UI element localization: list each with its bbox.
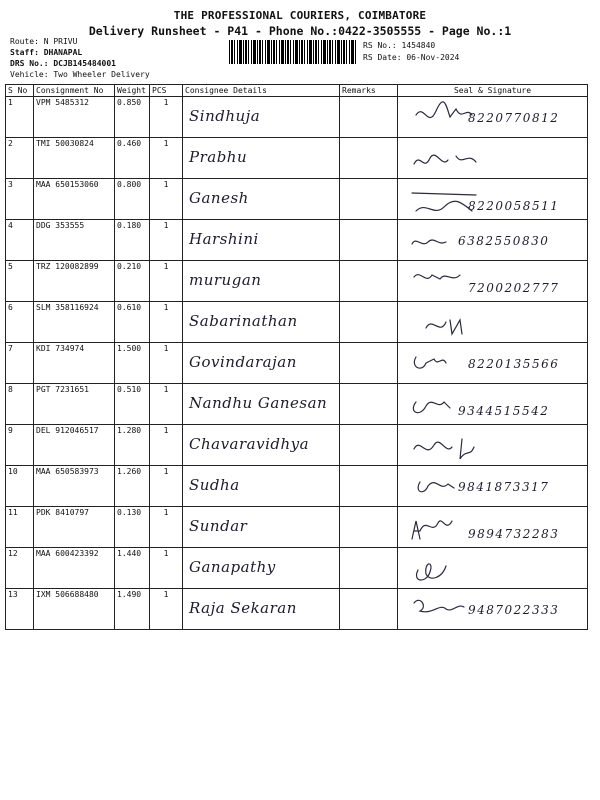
- table-row: [6, 548, 588, 589]
- handwritten-consignee-name: Raja Sekaran: [189, 599, 297, 617]
- rs-date: RS Date: 06-Nov-2024: [363, 53, 460, 62]
- cell-sno: 4: [6, 220, 34, 261]
- cell-weight: 0.210: [115, 261, 150, 302]
- cell-weight: 0.800: [115, 179, 150, 220]
- table-row: [6, 179, 588, 220]
- col-header-consignment: Consignment No: [34, 85, 115, 97]
- table-row: [6, 302, 588, 343]
- cell-pcs: 1: [150, 507, 183, 548]
- cell-weight: 0.460: [115, 138, 150, 179]
- cell-weight: 0.610: [115, 302, 150, 343]
- runsheet-table: [5, 84, 588, 630]
- handwritten-consignee-name: Govindarajan: [189, 353, 297, 371]
- handwritten-signature: [398, 548, 488, 588]
- cell-consignment-no: DDG 353555: [34, 220, 115, 261]
- handwritten-phone: 6382550830: [458, 234, 550, 248]
- cell-consignment-no: TMI 50030824: [34, 138, 115, 179]
- handwritten-consignee-name: Sabarinathan: [189, 312, 298, 330]
- cell-remarks: [340, 425, 398, 466]
- table-row: [6, 261, 588, 302]
- cell-remarks: [340, 302, 398, 343]
- cell-sno: 1: [6, 97, 34, 138]
- cell-consignment-no: SLM 358116924: [34, 302, 115, 343]
- cell-weight: 1.280: [115, 425, 150, 466]
- cell-consignee: [183, 220, 340, 261]
- cell-consignment-no: KDI 734974: [34, 343, 115, 384]
- cell-consignment-no: IXM 506688480: [34, 589, 115, 630]
- cell-signature: [398, 589, 588, 630]
- cell-pcs: 1: [150, 97, 183, 138]
- cell-weight: 1.500: [115, 343, 150, 384]
- cell-weight: 1.260: [115, 466, 150, 507]
- col-header-sno: S No: [6, 85, 34, 97]
- handwritten-consignee-name: Nandhu Ganesan: [189, 394, 328, 412]
- cell-consignee: [183, 507, 340, 548]
- cell-sno: 7: [6, 343, 34, 384]
- table-row: [6, 507, 588, 548]
- cell-sno: 13: [6, 589, 34, 630]
- cell-signature: [398, 261, 588, 302]
- cell-weight: 0.510: [115, 384, 150, 425]
- cell-pcs: 1: [150, 302, 183, 343]
- barcode: [229, 40, 357, 64]
- vehicle-label: Vehicle: Two Wheeler Delivery: [10, 70, 150, 79]
- cell-remarks: [340, 97, 398, 138]
- cell-remarks: [340, 220, 398, 261]
- cell-consignment-no: PDK 8410797: [34, 507, 115, 548]
- col-header-pcs: PCS: [150, 85, 183, 97]
- handwritten-signature: [398, 425, 488, 465]
- table-row: [6, 384, 588, 425]
- cell-consignee: [183, 466, 340, 507]
- cell-signature: [398, 97, 588, 138]
- cell-pcs: 1: [150, 548, 183, 589]
- staff-label: Staff: DHANAPAL: [10, 48, 83, 57]
- cell-consignee: [183, 589, 340, 630]
- handwritten-consignee-name: Ganesh: [189, 189, 249, 207]
- cell-signature: [398, 548, 588, 589]
- company-title: THE PROFESSIONAL COURIERS, COIMBATORE: [173, 9, 427, 22]
- cell-consignee: [183, 384, 340, 425]
- handwritten-phone: 9841873317: [458, 480, 550, 494]
- cell-consignee: [183, 97, 340, 138]
- table-row: [6, 138, 588, 179]
- col-header-signature: Seal & Signature: [398, 85, 588, 97]
- cell-pcs: 1: [150, 343, 183, 384]
- cell-sno: 8: [6, 384, 34, 425]
- col-header-consignee: Consignee Details: [183, 85, 340, 97]
- cell-consignee: [183, 138, 340, 179]
- cell-remarks: [340, 261, 398, 302]
- cell-weight: 1.490: [115, 589, 150, 630]
- cell-signature: [398, 220, 588, 261]
- handwritten-phone: 8220770812: [468, 111, 560, 125]
- cell-consignee: [183, 302, 340, 343]
- cell-sno: 6: [6, 302, 34, 343]
- cell-signature: [398, 343, 588, 384]
- handwritten-signature: [398, 138, 488, 178]
- handwritten-phone: 9344515542: [458, 404, 550, 418]
- cell-pcs: 1: [150, 589, 183, 630]
- table-row: [6, 220, 588, 261]
- table-row: [6, 343, 588, 384]
- handwritten-consignee-name: murugan: [189, 271, 262, 289]
- cell-consignment-no: DEL 912046517: [34, 425, 115, 466]
- cell-signature: [398, 179, 588, 220]
- handwritten-consignee-name: Sundar: [189, 517, 248, 535]
- cell-remarks: [340, 589, 398, 630]
- cell-sno: 11: [6, 507, 34, 548]
- table-row: [6, 466, 588, 507]
- handwritten-phone: 8220135566: [468, 357, 560, 371]
- cell-sno: 10: [6, 466, 34, 507]
- cell-consignment-no: VPM 5485312: [34, 97, 115, 138]
- cell-pcs: 1: [150, 179, 183, 220]
- cell-sno: 12: [6, 548, 34, 589]
- cell-consignee: [183, 548, 340, 589]
- handwritten-consignee-name: Sudha: [189, 476, 240, 494]
- cell-consignment-no: MAA 600423392: [34, 548, 115, 589]
- cell-remarks: [340, 548, 398, 589]
- handwritten-phone: 8220058511: [468, 199, 560, 213]
- cell-consignment-no: TRZ 120082899: [34, 261, 115, 302]
- cell-remarks: [340, 384, 398, 425]
- handwritten-signature: [398, 302, 488, 342]
- cell-signature: [398, 302, 588, 343]
- handwritten-consignee-name: Sindhuja: [189, 107, 261, 125]
- rs-number: RS No.: 1454840: [363, 41, 436, 50]
- drs-number: DRS No.: DCJB145484001: [10, 59, 116, 68]
- handwritten-consignee-name: Prabhu: [189, 148, 248, 166]
- cell-signature: [398, 507, 588, 548]
- table-row: [6, 425, 588, 466]
- handwritten-consignee-name: Harshini: [189, 230, 259, 248]
- cell-pcs: 1: [150, 425, 183, 466]
- cell-consignee: [183, 179, 340, 220]
- cell-sno: 9: [6, 425, 34, 466]
- cell-remarks: [340, 343, 398, 384]
- table-header-row: [6, 85, 588, 97]
- cell-weight: 0.180: [115, 220, 150, 261]
- cell-remarks: [340, 466, 398, 507]
- cell-consignee: [183, 261, 340, 302]
- cell-sno: 2: [6, 138, 34, 179]
- cell-pcs: 1: [150, 261, 183, 302]
- handwritten-consignee-name: Ganapathy: [189, 558, 276, 576]
- col-header-weight: Weight: [115, 85, 150, 97]
- cell-signature: [398, 425, 588, 466]
- cell-signature: [398, 384, 588, 425]
- col-header-remarks: Remarks: [340, 85, 398, 97]
- cell-weight: 0.130: [115, 507, 150, 548]
- cell-consignment-no: PGT 7231651: [34, 384, 115, 425]
- cell-sno: 3: [6, 179, 34, 220]
- cell-weight: 0.850: [115, 97, 150, 138]
- cell-pcs: 1: [150, 384, 183, 425]
- runsheet-title: Delivery Runsheet - P41 - Phone No.:0422-3505555 - Page No.:1: [88, 24, 512, 38]
- table-row: [6, 589, 588, 630]
- handwritten-phone: 7200202777: [468, 281, 560, 295]
- route-label: Route: N PRIVU: [10, 37, 78, 46]
- cell-remarks: [340, 138, 398, 179]
- handwritten-phone: 9894732283: [468, 527, 560, 541]
- runsheet-info-left: [10, 36, 150, 80]
- cell-pcs: 1: [150, 220, 183, 261]
- cell-consignment-no: MAA 650153060: [34, 179, 115, 220]
- cell-consignee: [183, 343, 340, 384]
- cell-remarks: [340, 179, 398, 220]
- cell-weight: 1.440: [115, 548, 150, 589]
- cell-signature: [398, 466, 588, 507]
- cell-signature: [398, 138, 588, 179]
- table-row: [6, 97, 588, 138]
- runsheet-info-right: [363, 40, 459, 64]
- handwritten-phone: 9487022333: [468, 603, 560, 617]
- cell-pcs: 1: [150, 466, 183, 507]
- cell-sno: 5: [6, 261, 34, 302]
- cell-consignee: [183, 425, 340, 466]
- cell-pcs: 1: [150, 138, 183, 179]
- cell-consignment-no: MAA 650583973: [34, 466, 115, 507]
- cell-remarks: [340, 507, 398, 548]
- handwritten-consignee-name: Chavaravidhya: [189, 435, 310, 453]
